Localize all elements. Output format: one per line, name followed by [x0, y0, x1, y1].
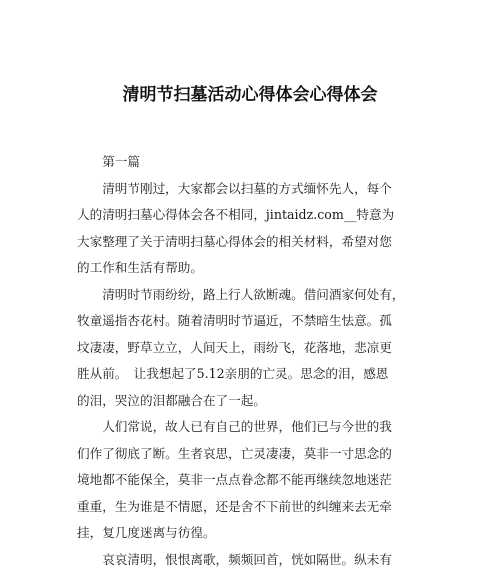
text-line: 境地都不能保全，莫非一点点眷念都不能再继续忽地迷茫 — [77, 467, 427, 494]
text-line: 的泪，哭泣的泪都融合在了一起。 — [77, 388, 427, 415]
text-line: 第一篇 — [77, 149, 427, 176]
text-line: 牧童遥指杏花村。随着清明时节逼近，不禁暗生怯意。孤 — [77, 308, 427, 335]
text-line: 清明时节雨纷纷，路上行人欲断魂。借问酒家何处有， — [77, 282, 427, 309]
text-line: 胜从前。 让我想起了5.12亲朋的亡灵。思念的泪，感恩 — [77, 361, 427, 388]
text-line: 大家整理了关于清明扫墓心得体会的相关材料，希望对您 — [77, 229, 427, 256]
text-line: 人的清明扫墓心得体会各不相同，jintaidz.com__特意为 — [77, 202, 427, 229]
text-line: 人们常说，故人已有自己的世界，他们已与今世的我 — [77, 414, 427, 441]
text-line: 的工作和生活有帮助。 — [77, 255, 427, 282]
document-body — [77, 149, 427, 573]
text-line: 们作了彻底了断。生者哀思，亡灵凄凄，莫非一寸思念的 — [77, 441, 427, 468]
document-title: 清明节扫墓活动心得体会心得体会 — [0, 80, 500, 105]
text-line: 哀哀清明，恨恨离歌，频频回首，恍如隔世。纵未有 — [77, 547, 427, 573]
text-line: 重重，生为谁是不情愿，还是舍不下前世的纠缠来去无牵 — [77, 494, 427, 521]
text-line: 坟凄凄，野草立立，人间天上，雨纷飞，花落地，悲凉更 — [77, 335, 427, 362]
text-line: 挂，复几度迷离与彷徨。 — [77, 520, 427, 547]
text-line: 清明节刚过，大家都会以扫墓的方式缅怀先人，每个 — [77, 176, 427, 203]
